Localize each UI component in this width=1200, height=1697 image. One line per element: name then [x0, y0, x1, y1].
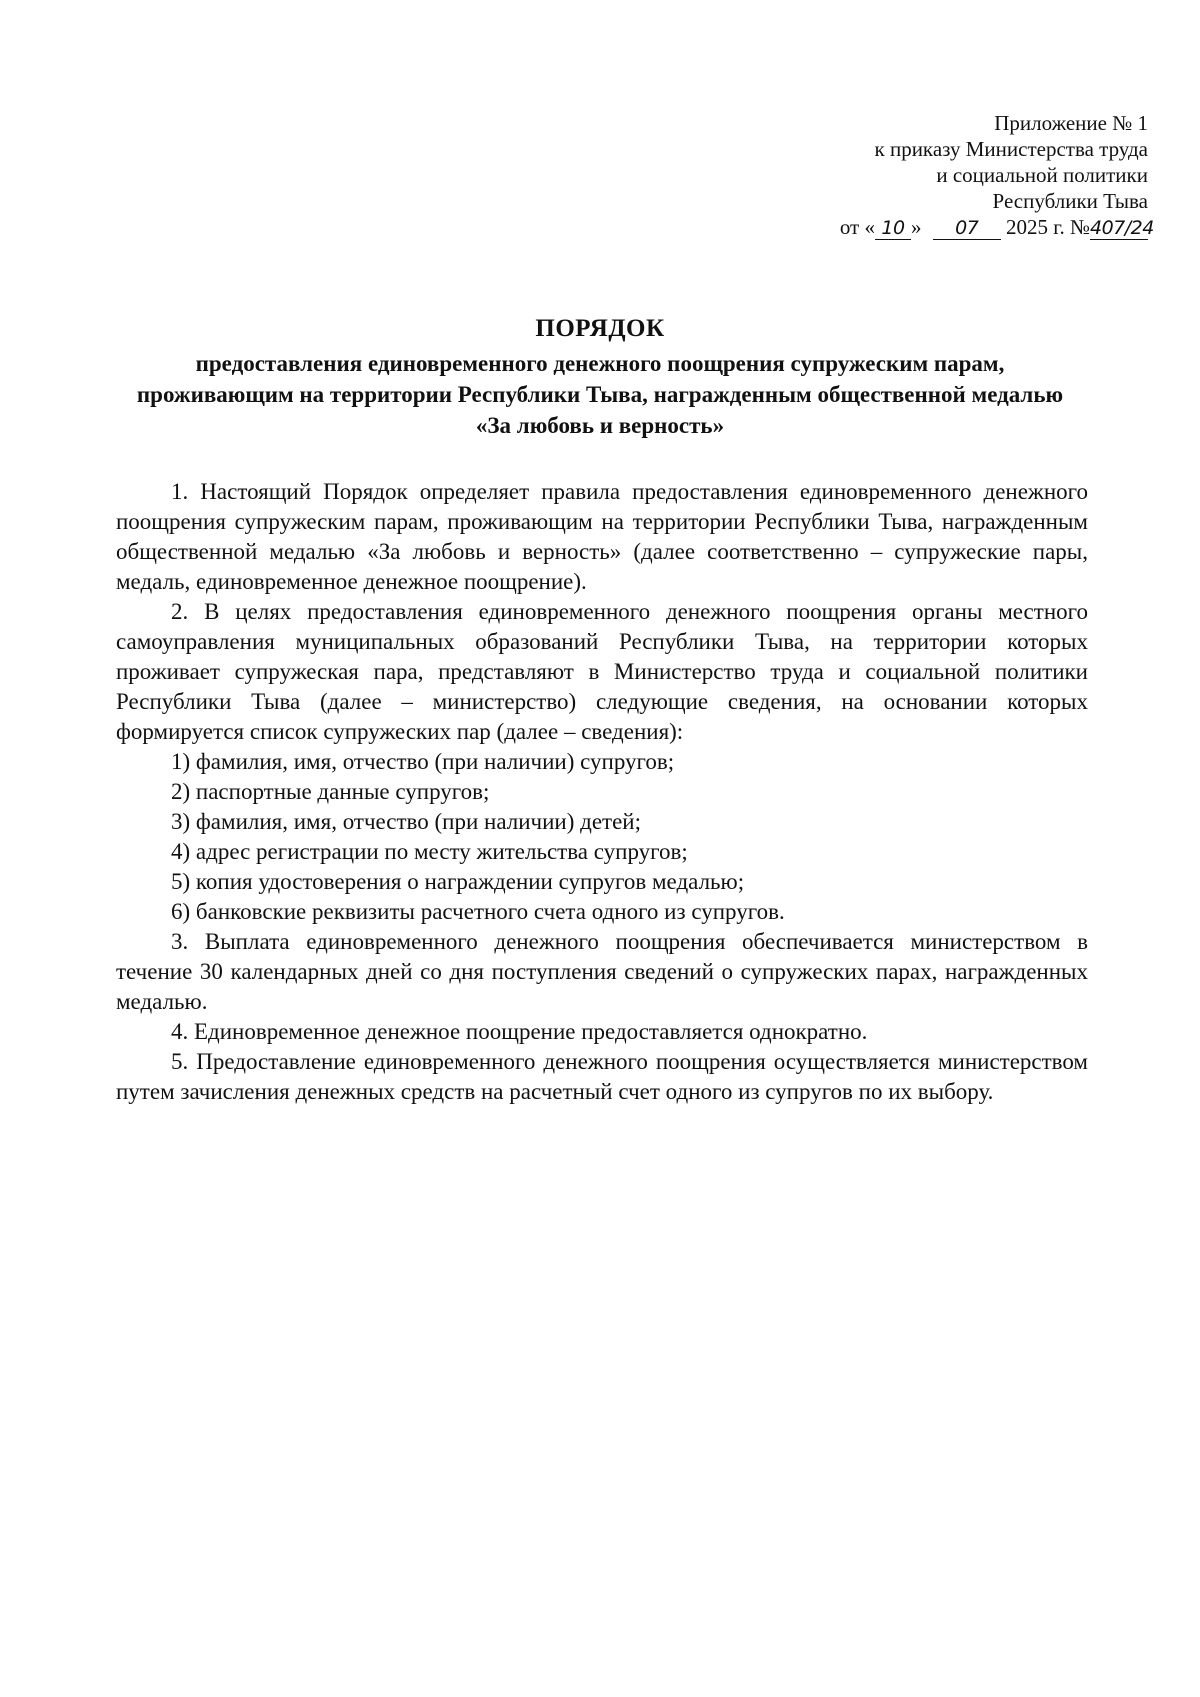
paragraph: 4. Единовременное денежное поощрение предоставляется однократно.: [171, 1019, 868, 1044]
list-item: 6) банковские реквизиты расчетного счета одного из супругов.: [171, 899, 785, 924]
appendix-line: Приложение № 1: [994, 111, 1148, 135]
paragraph: 1. Настоящий Порядок определяет правила предоставления единовременного денежного поощрения супружеским парам, проживающим на территории Республики Тыва, награжденным общественной медалью «За любовь и верность» (далее соответственно – супружеские пары, медаль, единовременное денежное поощрение).: [116, 479, 1088, 594]
appendix-header: [839, 110, 1154, 240]
list-item: 1) фамилия, имя, отчество (при наличии) супругов;: [171, 749, 675, 774]
order-date-line: [839, 214, 1154, 240]
list-item: 5) копия удостоверения о награждении супругов медалью;: [171, 869, 745, 894]
handwritten-order-number: 407/24: [1090, 217, 1154, 239]
title-block: [100, 312, 1100, 441]
date-year: 2025 г. №: [1005, 215, 1090, 239]
document-body: [116, 477, 1088, 1107]
date-prefix: от «: [839, 215, 875, 239]
list-item: 4) адрес регистрации по месту жительства супругов;: [171, 839, 688, 864]
date-mid: »: [910, 215, 922, 239]
paragraph: 3. Выплата единовременного денежного поощрения обеспечивается министерством в течение 30 календарных дней со дня поступления сведений о супружеских парах, награжденных медалью.: [116, 929, 1088, 1014]
document-title: ПОРЯДОК: [535, 315, 665, 342]
appendix-line: к приказу Министерства труда: [874, 137, 1148, 161]
paragraph: 5. Предоставление единовременного денежного поощрения осуществляется министерством путем зачисления денежных средств на расчетный счет одного из супругов по их выбору.: [116, 1049, 1088, 1104]
list-item: 2) паспортные данные супругов;: [171, 779, 490, 804]
handwritten-day: 10: [875, 217, 911, 240]
paragraph: 2. В целях предоставления единовременного денежного поощрения органы местного самоуправления муниципальных образований Республики Тыва, на территории которых проживает супружеская пара, представляют в Министерство труда и социальной политики Республики Тыва (далее – министерство) следующие сведения, на основании которых формируется список супружеских пар (далее – сведения):: [116, 599, 1088, 744]
list-item: 3) фамилия, имя, отчество (при наличии) детей;: [171, 809, 641, 834]
appendix-line: и социальной политики: [936, 163, 1148, 187]
document-subtitle: предоставления единовременного денежного поощрения супружеским парам, проживающим на территории Республики Тыва, награжденным общественной медалью «За любовь и верность»: [136, 351, 1064, 438]
appendix-line: Республики Тыва: [992, 189, 1148, 213]
handwritten-month: 07: [933, 217, 1001, 240]
